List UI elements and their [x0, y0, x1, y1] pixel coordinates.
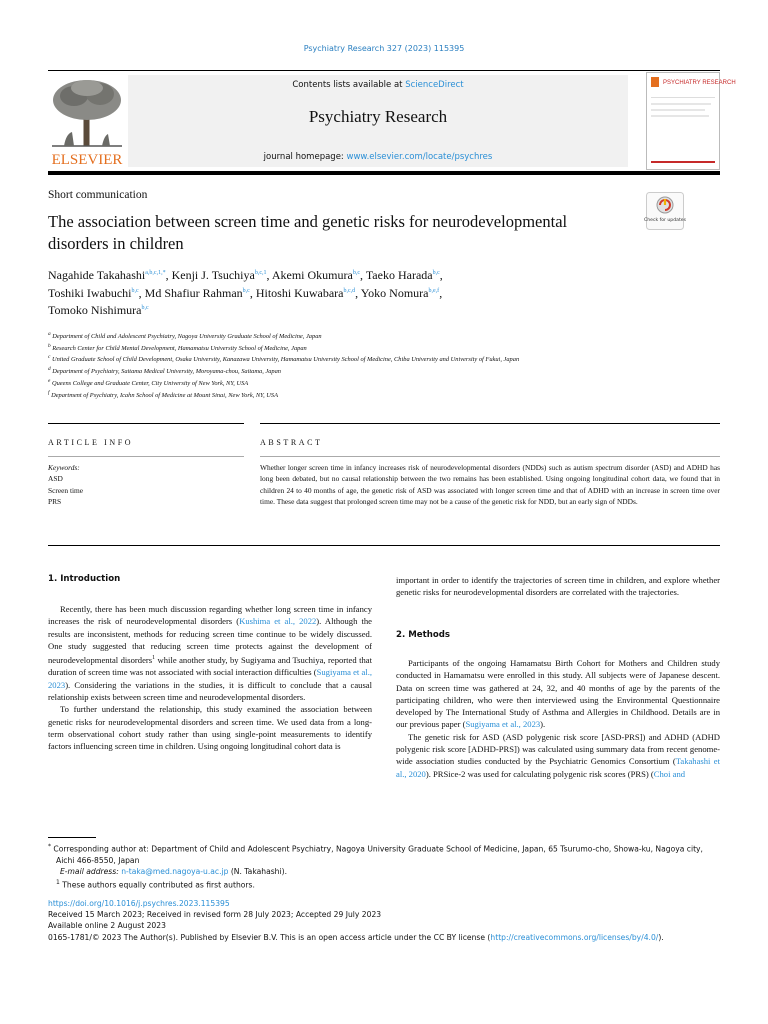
body-column-right: [396, 657, 720, 780]
contents-line: [128, 80, 628, 90]
homepage-prefix: journal homepage:: [263, 152, 347, 162]
keywords-rule: [48, 456, 244, 457]
affiliation: $^e$ Queens College and Graduate Center, City University of New York, NY, USA: [48, 377, 249, 387]
citation-link[interactable]: Sugiyama et al., 2023: [465, 719, 541, 730]
corresponding-author-note: * Corresponding author at: Department of Child and Adolescent Psychiatry, Nagoya University Graduate School of Medicine, Japan, 65 Tsurumo-cho, Showa-ku, Nagoya city, Aichi 466-8550, Japan: [48, 843, 703, 865]
author-affiliation-links[interactable]: b,c: [141, 305, 149, 311]
paragraph: Recently, there has been much discussion regarding whether long screen time in infancy increases the risk of neurodevelopmental disorders (Kushima et al., 2022). Although the results are inconsistent, methods for reducing screen time continue to be widely discussed. One study suggested that reducing screen time protects against the development of neurodevelopmental disorders$^1$ while another study, by Sugiyama and Tsuchiya, reported that duration of screen time was not associated with social interaction difficulties (Sugiyama et al., 2023). Considering the variations in the studies, it is difficult to conclude that a causal relationship exists between screen time and neurodevelopmental disorders.: [48, 604, 372, 702]
body-column-right-top: [396, 574, 720, 599]
abstract-heading: ABSTRACT: [260, 438, 323, 447]
contents-prefix: Contents lists available at: [292, 80, 406, 90]
sciencedirect-link[interactable]: ScienceDirect: [405, 80, 464, 90]
author[interactable]: Nagahide Takahashi: [48, 268, 146, 282]
article-info-heading: ARTICLE INFO: [48, 438, 134, 447]
doi-link[interactable]: https://doi.org/10.1016/j.psychres.2023.115395: [48, 899, 230, 908]
author-list: Nagahide Takahashi$^{a,b,c,1,*}$, Kenji J. Tsuchiya$^{b,c,1}$, Akemi Okumura$^{b,c}$, Taeko Harada$^{b,c}$, Toshiki Iwabuchi$^{b,c}$, Md Shafiur Rahman$^{b,c}$, Hitoshi Kuwabara$^{b,c,d}$, Yoko Nomura$^{b,e,f}$, Tomoko Nishimura$^{b,c}$: [48, 268, 443, 317]
author[interactable]: Yoko Nomura: [360, 285, 429, 300]
article-title: The association between screen time and genetic risks for neurodevelopmental disorders in children: [48, 212, 568, 253]
copyright-line: 0165-1781/© 2023 The Author(s). Published by Elsevier B.V. This is an open access article under the CC BY license (http://creativecommons.org/licenses/by/4.0/).: [48, 932, 664, 942]
keywords-block: [48, 462, 83, 508]
abstract-rule: [260, 423, 720, 424]
citation-link[interactable]: Kushima et al., 2022: [239, 616, 317, 627]
author-affiliation-links[interactable]: b,e,f: [428, 287, 440, 294]
abstract-end-rule: [48, 545, 720, 546]
section-heading-introduction: 1. Introduction: [48, 574, 121, 584]
elsevier-logo[interactable]: [48, 76, 126, 166]
paragraph: The genetic risk for ASD (ASD polygenic risk score [ASD-PRS]) and ADHD (ADHD polygenic risk score [ADHD-PRS]) was calculated using summary data from recent genome-wide association studies conducted by the Psychiatric Genomics Consortium (Takahashi et al., 2020). PRSice-2 was used for calculating polygenic risk scores (PRS) (Choi and: [396, 731, 720, 779]
body-column-left: [48, 603, 372, 752]
footnotes: [48, 841, 720, 891]
keyword: PRS: [48, 497, 62, 507]
author[interactable]: Md Shafiur Rahman: [144, 285, 243, 300]
affiliation: $^c$ United Graduate School of Child Development, Osaka University, Kanazawa University, Hamamatsu University School of Medicine, Chiba University and University of Fukui, Japan: [48, 354, 520, 364]
citation-link[interactable]: Takahashi et al., 2020: [396, 756, 720, 779]
author[interactable]: Toshiki Iwabuchi: [48, 285, 132, 300]
citation-link[interactable]: Choi and: [653, 768, 686, 779]
abstract-text: Whether longer screen time in infancy increases risk of neurodevelopmental disorders (NDDs) such as autism spectrum disorder (ASD) and ADHD has long been debated, but no causal relationship between the two remains has been established. Using ongoing longitudinal cohort data, we found that in children 24 to 40 months of age, the genetic risk of ASD was associated with longer screen time and that of ADHD with an increase in screen time over time. These data suggest that prolonged screen time may not be a cause of the genetic risk for NDD, but an early sign of NDDs.: [260, 463, 720, 507]
journal-name: Psychiatry Research: [308, 107, 448, 126]
author-affiliation-links[interactable]: b,c: [352, 270, 361, 276]
footnote-rule: [48, 837, 96, 838]
journal-homepage-line: [128, 152, 628, 162]
check-for-updates-button[interactable]: [646, 192, 684, 230]
author-affiliation-links[interactable]: b,c,d: [343, 287, 356, 294]
journal-cover-thumbnail[interactable]: [646, 72, 736, 170]
article-footer: [48, 898, 720, 943]
keywords-label: Keywords:: [48, 463, 80, 472]
affiliation: $^f$ Department of Psychiatry, Icahn School of Medicine at Mount Sinai, New York, NY, USA: [48, 389, 278, 399]
author-affiliation-links[interactable]: b,c: [242, 287, 250, 294]
section-heading-methods: 2. Methods: [396, 630, 451, 640]
affiliation: $^b$ Research Center for Child Mental Development, Hamamatsu University School of Medicine, Japan: [48, 342, 307, 352]
elsevier-wordmark: ELSEVIER: [51, 152, 123, 168]
license-link[interactable]: http://creativecommons.org/licenses/by/4.0/: [490, 932, 659, 942]
keyword: Screen time: [48, 485, 84, 495]
header-rule: [48, 70, 720, 71]
author-affiliation-links[interactable]: b,c: [432, 270, 440, 276]
header-thick-rule: [48, 171, 720, 175]
received-dates: Received 15 March 2023; Received in revised form 28 July 2023; Accepted 29 July 2023: [48, 910, 382, 920]
affiliation: $^d$ Department of Psychiatry, Saitama Medical University, Moroyama-chou, Saitama, Japan: [48, 366, 282, 376]
equal-contribution-note: $^1$ These authors equally contributed as first authors.: [56, 879, 255, 890]
email-note: E-mail address: n-taka@med.nagoya-u.ac.jp (N. Takahashi).: [60, 866, 287, 876]
author[interactable]: Akemi Okumura: [271, 268, 353, 282]
article-info-rule: [48, 423, 244, 424]
abstract-sub-rule: [260, 456, 720, 457]
author[interactable]: Kenji J. Tsuchiya: [171, 268, 255, 282]
author[interactable]: Taeko Harada: [365, 268, 433, 282]
affiliation-list: [48, 330, 648, 400]
citation-link[interactable]: Sugiyama et al., 2023: [48, 667, 372, 690]
check-updates-icon: [646, 192, 684, 230]
email-link[interactable]: n-taka@med.nagoya-u.ac.jp: [121, 866, 229, 876]
keyword: ASD: [48, 474, 63, 484]
author[interactable]: Hitoshi Kuwabara: [255, 285, 344, 300]
available-online: Available online 2 August 2023: [48, 921, 166, 931]
check-updates-label: Check for updates: [644, 218, 686, 223]
author[interactable]: Tomoko Nishimura: [48, 303, 142, 317]
homepage-link[interactable]: www.elsevier.com/locate/psychres: [346, 152, 493, 162]
footnote-ref[interactable]: 1: [152, 655, 156, 662]
article-type: Short communication: [48, 189, 148, 201]
author-affiliation-links[interactable]: a,b,c,1,*: [145, 270, 166, 276]
paragraph: To further understand the relationship, this study examined the association between genetic risks for neurodevelopmental disorders and screen time. We used data from a long-term observational cohort study rather than using single-point measurements to identify factors influencing screen time in children. Using ongoing longitudinal cohort data is: [48, 704, 372, 752]
author-affiliation-links[interactable]: b,c: [131, 287, 139, 294]
author-affiliation-links[interactable]: b,c,1: [254, 270, 267, 276]
cover-title: PSYCHIATRY RESEARCH: [663, 80, 736, 86]
paragraph: Participants of the ongoing Hamamatsu Birth Cohort for Mothers and Children study conducted in Hamamatsu were enrolled in this study. All subjects were of Japanese descent. Data on screen time was gathered at 24, 32, and 40 months of age by the parents of the participating children, who were then interviewed using the Environmental Questionnaire developed by The International Study of Asthma and Allergies in Childhood. Details are in our previous paper (Sugiyama et al., 2023).: [396, 658, 720, 730]
elsevier-tree-icon: [48, 76, 126, 166]
journal-reference[interactable]: Psychiatry Research 327 (2023) 115395: [303, 44, 465, 53]
paragraph: important in order to identify the trajectories of screen time in children, and explore whether genetic risks for neurodevelopmental disorders are correlated with the trajectories.: [396, 575, 720, 598]
affiliation: $^a$ Department of Child and Adolescent Psychiatry, Nagoya University Graduate School of Medicine, Japan: [48, 331, 322, 341]
